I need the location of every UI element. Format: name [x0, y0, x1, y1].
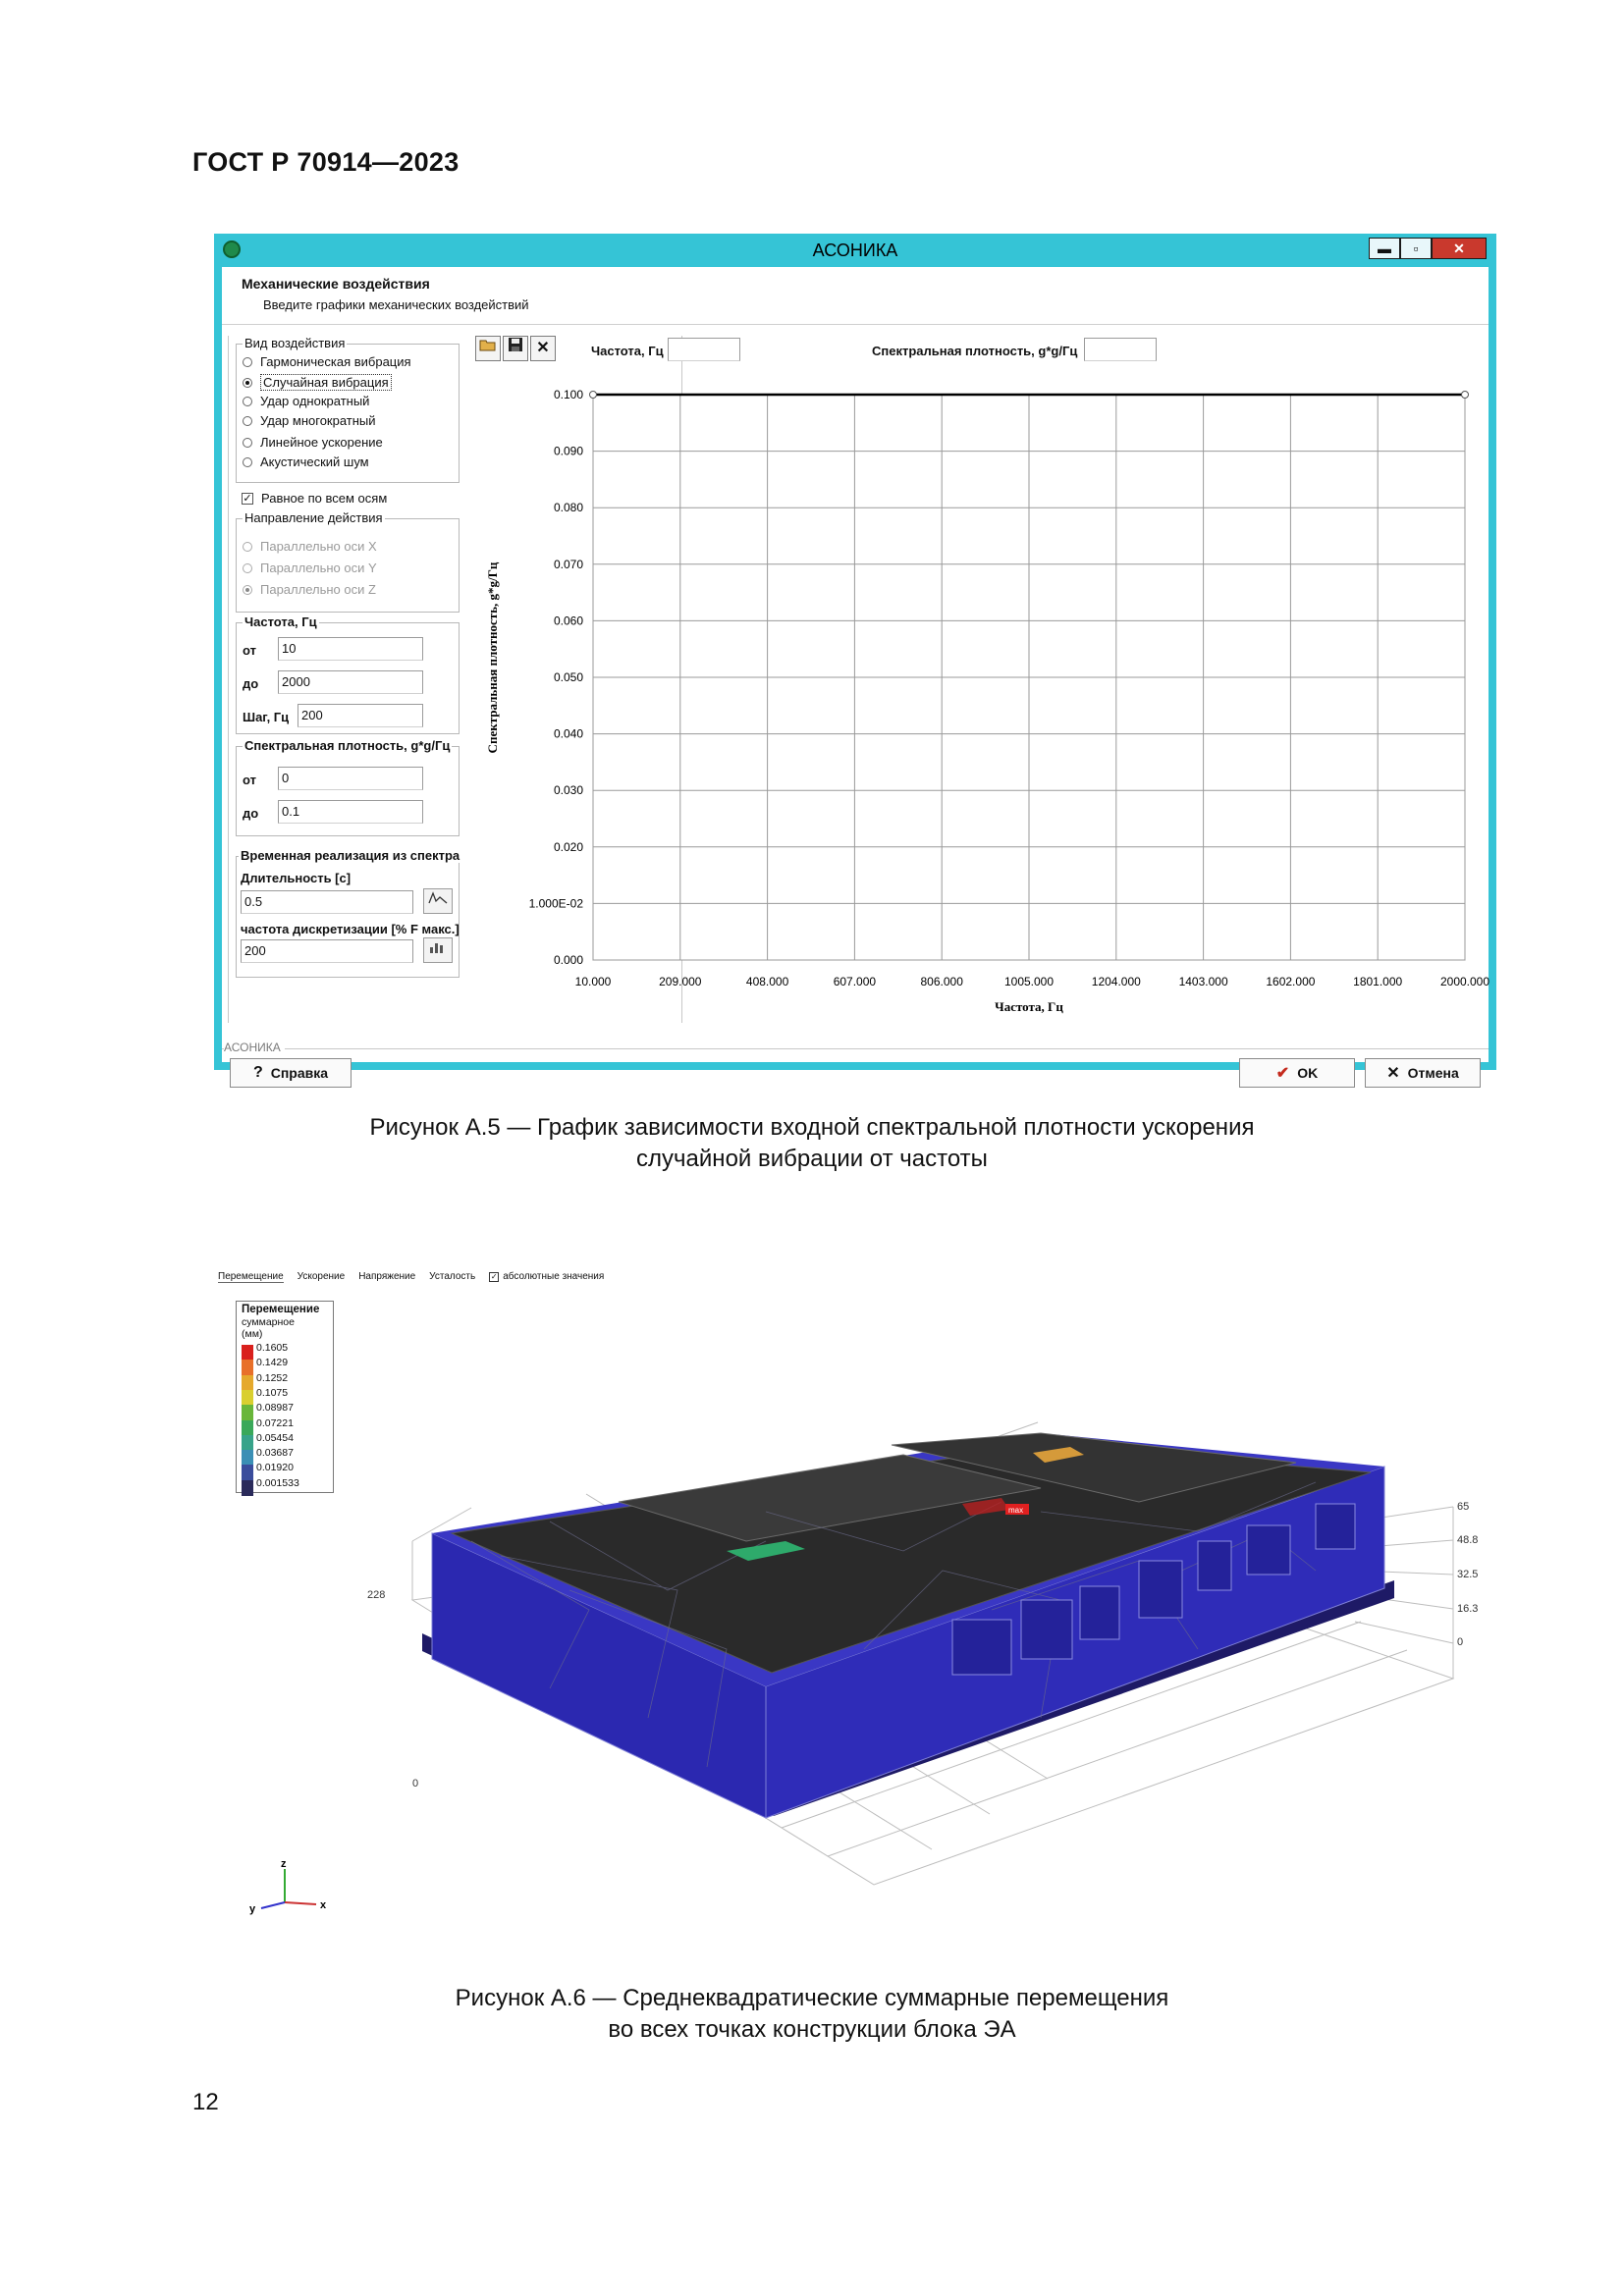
psd-data-point — [1462, 392, 1469, 399]
page-number: 12 — [192, 2089, 219, 2115]
impact-type-group — [236, 336, 460, 483]
x-tick-label: 408.000 — [745, 975, 789, 988]
freq-from-input[interactable]: 10 — [278, 637, 423, 661]
time-realization-group — [236, 848, 460, 978]
radio-direction-x[interactable] — [243, 539, 377, 554]
legend-swatch — [242, 1420, 253, 1436]
ok-button-label: OK — [1297, 1065, 1319, 1081]
time-realization-plot-icon[interactable] — [423, 888, 453, 914]
open-folder-icon[interactable] — [475, 336, 501, 361]
equal-axes-label: Равное по всем осям — [261, 491, 388, 506]
y-tick-label: 0.090 — [553, 444, 583, 458]
time-realization-group-title: Временная реализация из спектра — [241, 848, 460, 863]
fem-3d-model[interactable] — [353, 1394, 1492, 1944]
frequency-group — [236, 614, 460, 734]
radio-label: Параллельно оси Z — [260, 582, 376, 597]
x-tick-label: 1005.000 — [1003, 975, 1055, 988]
x-tick-label: 209.000 — [659, 975, 702, 988]
x-axis-title: Частота, Гц — [995, 999, 1063, 1014]
right-axis-label-16: 16.3 — [1457, 1603, 1479, 1615]
max-marker-label: max — [1008, 1506, 1024, 1515]
window-titlebar[interactable] — [214, 234, 1496, 267]
abs-values-checkbox[interactable]: ✓ — [490, 1272, 498, 1281]
y-tick-label: 0.060 — [553, 614, 583, 628]
legend-value: 0.03687 — [256, 1447, 294, 1460]
psd-from-label: от — [243, 773, 256, 787]
x-tick-label: 1204.000 — [1091, 975, 1141, 988]
legend-value: 0.05454 — [256, 1431, 294, 1444]
y-tick-label: 0.020 — [553, 839, 583, 854]
psd-to-label: до — [243, 806, 259, 821]
help-button-label: Справка — [270, 1065, 329, 1081]
minimize-button[interactable]: ▬ — [1369, 238, 1400, 259]
coordinate-axes-icon — [236, 1855, 334, 1924]
x-tick-label: 1602.000 — [1266, 975, 1316, 988]
close-button[interactable]: ✕ — [1432, 238, 1487, 259]
y-tick-label: 0.000 — [553, 953, 583, 967]
radio-label: Параллельно оси X — [260, 539, 377, 554]
sampling-label: частота дискретизации [% F макс.] — [241, 922, 460, 936]
x-tick-label: 607.000 — [833, 975, 877, 988]
legend-swatch — [242, 1390, 253, 1406]
impact-type-group-title: Вид воздействия — [244, 336, 346, 350]
freq-step-input[interactable]: 200 — [298, 704, 423, 727]
radio-label: Гармоническая вибрация — [260, 354, 411, 369]
right-axis-label-65: 65 — [1457, 1501, 1470, 1513]
tab-fatigue[interactable]: Усталость — [429, 1271, 476, 1282]
legend-subtitle: суммарное — [242, 1316, 295, 1328]
freq-point-label: Частота, Гц — [591, 344, 664, 358]
legend-value: 0.001533 — [256, 1476, 299, 1489]
freq-to-label: до — [243, 676, 259, 691]
psd-range-group-title: Спектральная плотность, g*g/Гц — [244, 738, 451, 753]
help-button[interactable] — [230, 1058, 352, 1088]
header-panel — [222, 267, 1489, 325]
figure5-caption-line1: Рисунок А.5 — График зависимости входной спектральной плотности ускорения — [369, 1114, 1255, 1141]
x-tick-label: 1801.000 — [1353, 975, 1403, 988]
x-tick-label: 1403.000 — [1178, 975, 1228, 988]
figure6-caption-line1: Рисунок А.6 — Среднеквадратические суммарные перемещения — [455, 1985, 1169, 2011]
legend-value: 0.08987 — [256, 1402, 294, 1415]
radio-button[interactable] — [243, 457, 252, 467]
fem-result-tabs — [218, 1271, 604, 1283]
psd-range-group — [236, 738, 460, 836]
psd-chart[interactable] — [473, 369, 1490, 1017]
figure6-caption-line2: во всех точках конструкции блока ЭА — [608, 2016, 1016, 2043]
tab-stress[interactable]: Напряжение — [358, 1271, 416, 1282]
radio-label: Случайная вибрация — [260, 374, 392, 391]
psd-point-input[interactable] — [1084, 338, 1157, 361]
legend-swatch — [242, 1435, 253, 1451]
legend-swatch — [242, 1450, 253, 1466]
abs-values-label: абсолютные значения — [503, 1271, 605, 1282]
axis-y-label: y — [249, 1903, 256, 1915]
y-tick-label: 0.050 — [553, 670, 583, 684]
psd-to-input[interactable]: 0.1 — [278, 800, 423, 824]
y-tick-label: 0.100 — [553, 388, 583, 401]
radio-linear-acceleration[interactable] — [243, 435, 383, 450]
legend-swatch — [242, 1375, 253, 1391]
equal-axes-checkbox[interactable]: ✓ — [243, 492, 252, 505]
document-header: ГОСТ Р 70914—2023 — [192, 147, 460, 177]
y-axis-title: Спектральная плотность, g*g/Гц — [485, 561, 500, 754]
abs-values-checkbox-row[interactable] — [489, 1271, 604, 1283]
radio-direction-y[interactable] — [243, 561, 377, 575]
tab-acceleration[interactable]: Ускорение — [297, 1271, 346, 1282]
radio-acoustic-noise[interactable] — [243, 454, 369, 469]
maximize-button[interactable]: ▫ — [1400, 238, 1432, 259]
cancel-icon: ✕ — [1386, 1065, 1400, 1082]
radio-button[interactable] — [243, 357, 252, 367]
chart-toolbar — [475, 336, 554, 363]
displacement-legend — [236, 1301, 334, 1493]
cancel-button-label: Отмена — [1407, 1065, 1459, 1081]
legend-value: 0.1429 — [256, 1357, 289, 1369]
cancel-button[interactable] — [1365, 1058, 1481, 1088]
radio-random-vibration[interactable] — [243, 374, 392, 391]
y-tick-label: 0.080 — [553, 501, 583, 515]
x-tick-label: 10.000 — [574, 975, 612, 988]
delete-icon[interactable]: ✕ — [530, 336, 556, 361]
left-panel-border — [228, 336, 229, 1023]
direction-group — [236, 510, 460, 613]
freq-step-label: Шаг, Гц — [243, 710, 290, 724]
radio-label: Удар однократный — [260, 394, 370, 408]
y-tick-label: 1.000E-02 — [528, 896, 583, 911]
legend-value: 0.1605 — [256, 1342, 289, 1354]
duration-label: Длительность [с] — [241, 871, 352, 885]
radio-harmonic-vibration[interactable] — [243, 354, 411, 369]
freq-to-input[interactable]: 2000 — [278, 670, 423, 694]
radio-label: Акустический шум — [260, 454, 369, 469]
freq-point-input[interactable] — [668, 338, 740, 361]
sampling-chart-icon[interactable] — [423, 937, 453, 963]
radio-button[interactable] — [243, 542, 252, 552]
bottom-separator — [222, 1048, 1489, 1049]
bottom-axis-label: 0 — [412, 1778, 419, 1789]
psd-from-input[interactable]: 0 — [278, 767, 423, 790]
tab-displacement[interactable]: Перемещение — [218, 1271, 284, 1282]
psd-data-point — [590, 392, 597, 399]
legend-swatch — [242, 1465, 253, 1480]
legend-swatch — [242, 1360, 253, 1375]
legend-value: 0.1252 — [256, 1371, 289, 1384]
y-tick-label: 0.040 — [553, 726, 583, 741]
header-title: Механические воздействия — [242, 276, 430, 292]
radio-button[interactable] — [243, 563, 252, 573]
figure5-caption-line2: случайной вибрации от частоты — [636, 1146, 988, 1172]
radio-single-shock[interactable] — [243, 394, 369, 408]
window-title: АСОНИКА — [812, 240, 898, 260]
radio-direction-z[interactable] — [243, 582, 376, 597]
duration-input[interactable]: 0.5 — [241, 890, 413, 914]
radio-label: Удар многократный — [260, 413, 376, 428]
header-subtitle: Введите графики механических воздействий — [263, 297, 529, 312]
radio-button-selected[interactable] — [243, 585, 252, 595]
right-axis-label-48: 48.8 — [1457, 1534, 1479, 1546]
legend-swatch — [242, 1480, 253, 1496]
left-axis-label: 228 — [367, 1589, 386, 1601]
checkmark-icon: ✔ — [1275, 1065, 1290, 1082]
y-tick-label: 0.070 — [553, 557, 583, 571]
y-tick-label: 0.030 — [553, 783, 583, 798]
x-tick-label: 806.000 — [920, 975, 963, 988]
legend-swatch — [242, 1345, 253, 1361]
radio-button[interactable] — [243, 397, 252, 406]
window-client-area — [222, 267, 1490, 1082]
legend-value: 0.1075 — [256, 1386, 289, 1399]
axis-x-label: x — [320, 1899, 327, 1911]
save-icon[interactable] — [503, 336, 528, 361]
right-axis-label-32: 32.5 — [1457, 1569, 1479, 1580]
help-icon: ? — [252, 1064, 263, 1081]
psd-point-label: Спектральная плотность, g*g/Гц — [872, 344, 1078, 358]
legend-swatch — [242, 1405, 253, 1420]
frequency-group-title: Частота, Гц — [244, 614, 317, 629]
asonika-window — [214, 234, 1496, 1082]
radio-button[interactable] — [243, 416, 252, 426]
radio-label: Линейное ускорение — [260, 435, 383, 450]
radio-multiple-shock[interactable] — [243, 413, 376, 428]
legend-item — [242, 1476, 330, 1496]
legend-value: 0.01920 — [256, 1462, 294, 1474]
radio-label: Параллельно оси Y — [260, 561, 377, 575]
axis-z-label: z — [281, 1858, 287, 1870]
bottom-group-label: АСОНИКА — [224, 1041, 285, 1054]
direction-group-title: Направление действия — [244, 510, 383, 525]
legend-unit: (мм) — [242, 1328, 263, 1340]
legend-value: 0.07221 — [256, 1416, 294, 1429]
sampling-input[interactable]: 200 — [241, 939, 413, 963]
legend-title: Перемещение — [242, 1304, 320, 1315]
right-axis-label-0: 0 — [1457, 1636, 1464, 1648]
radio-button-selected[interactable] — [243, 378, 252, 388]
equal-axes-checkbox-row[interactable] — [242, 491, 387, 506]
freq-from-label: от — [243, 643, 256, 658]
radio-button[interactable] — [243, 438, 252, 448]
ok-button[interactable] — [1239, 1058, 1355, 1088]
x-tick-label: 2000.000 — [1439, 975, 1490, 988]
